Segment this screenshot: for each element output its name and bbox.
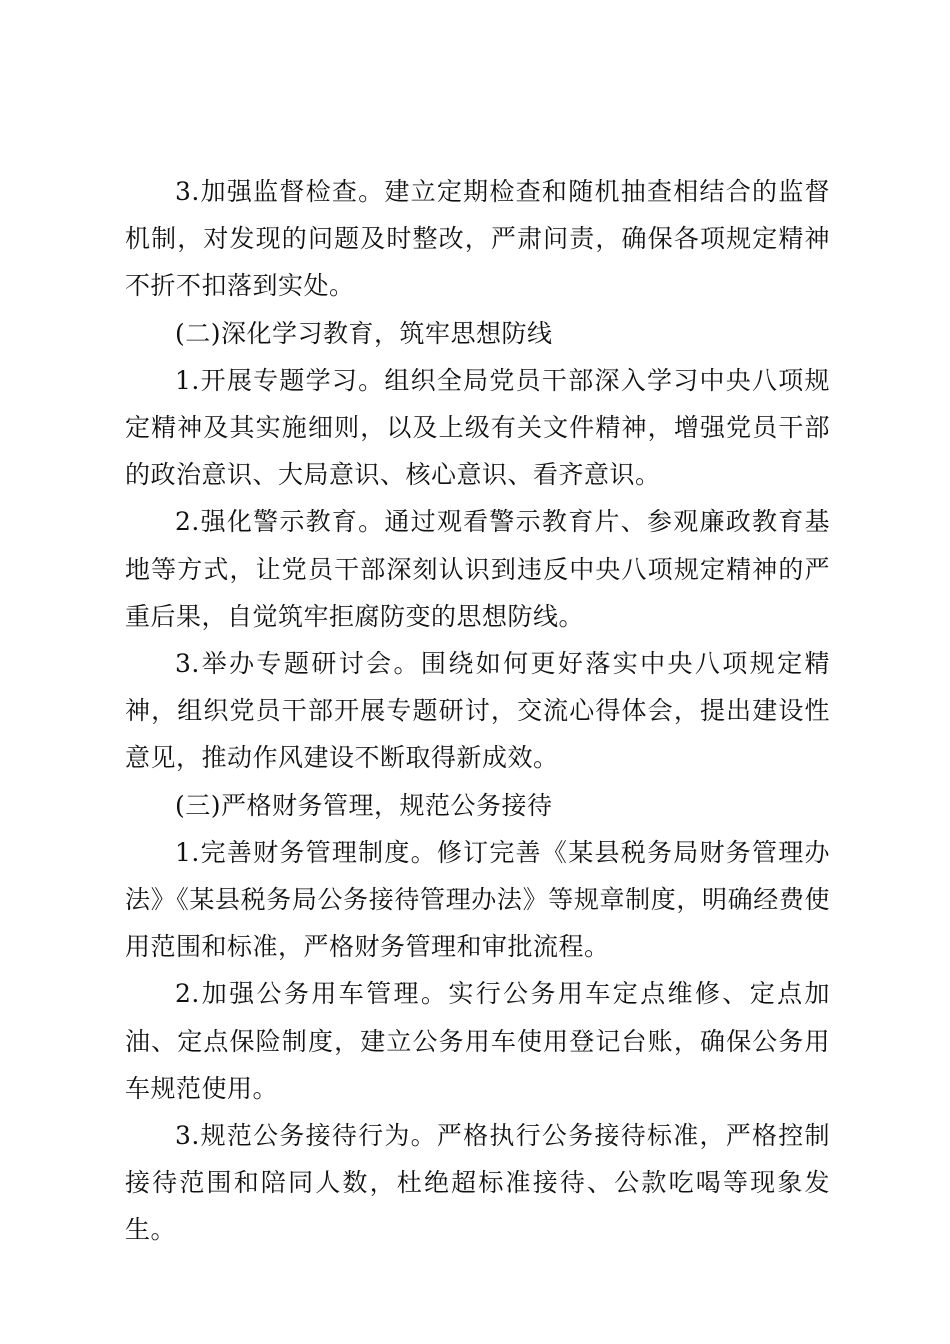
paragraph-seminar: 3.举办专题研讨会。围绕如何更好落实中央八项规定精神，组织党员干部开展专题研讨，交流心得体会，提出建设性意见，推动作风建设不断取得新成效。	[125, 649, 830, 773]
document-body	[125, 168, 830, 1254]
paragraph-official-reception: 3.规范公务接待行为。严格执行公务接待标准，严格控制接待范围和陪同人数，杜绝超标准接待、公款吃喝等现象发生。	[125, 1121, 830, 1245]
paragraph-financial-rules: 1.完善财务管理制度。修订完善《某县税务局财务管理办法》《某县税务局公务接待管理办法》等规章制度，明确经费使用范围和标准，严格财务管理和审批流程。	[125, 837, 830, 962]
paragraph-warning-education: 2.强化警示教育。通过观看警示教育片、参观廉政教育基地等方式，让党员干部深刻认识到违反中央八项规定精神的严重后果，自觉筑牢拒腐防变的思想防线。	[125, 507, 830, 631]
section-heading-financial-management: (三)严格财务管理，规范公务接待	[175, 790, 553, 820]
paragraph-official-vehicles: 2.加强公务用车管理。实行公务用车定点维修、定点加油、定点保险制度，建立公务用车使用登记台账，确保公务用车规范使用。	[125, 979, 830, 1103]
paragraph-thematic-study: 1.开展专题学习。组织全局党员干部深入学习中央八项规定精神及其实施细则，以及上级有关文件精神，增强党员干部的政治意识、大局意识、核心意识、看齐意识。	[125, 365, 830, 490]
paragraph-supervision-inspection: 3.加强监督检查。建立定期检查和随机抽查相结合的监督机制，对发现的问题及时整改，严肃问责，确保各项规定精神不折不扣落到实处。	[125, 177, 830, 301]
section-heading-study-education: (二)深化学习教育，筑牢思想防线	[175, 318, 553, 348]
